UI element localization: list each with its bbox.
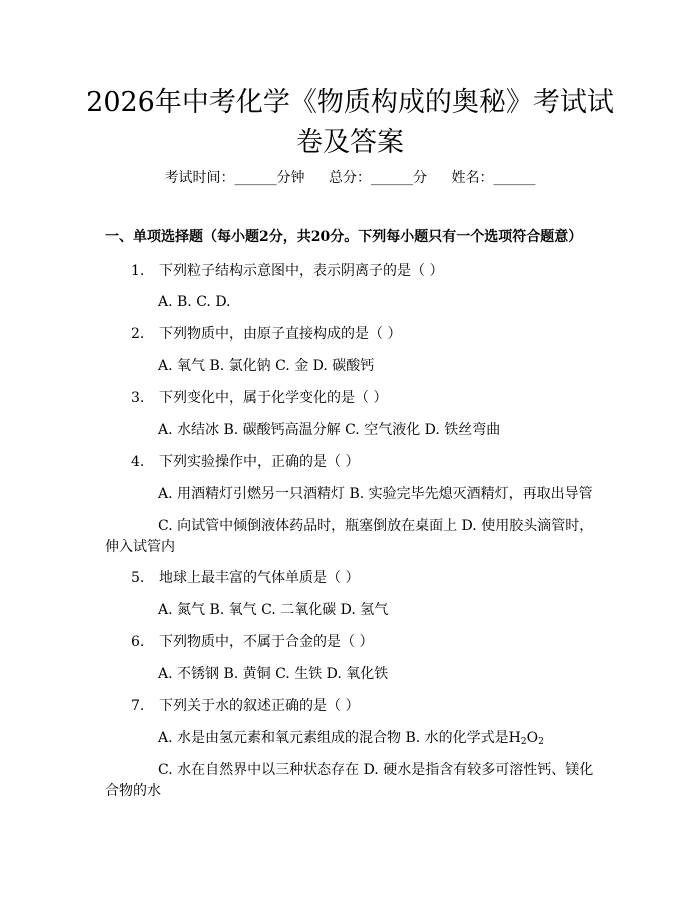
question-options: C. 水在自然界中以三种状态存在 D. 硬水是指含有较多可溶性钙、镁化: [158, 762, 594, 778]
question-number: 1.: [131, 263, 145, 279]
question-stem: [131, 452, 359, 472]
question-text: 下列粒子结构示意图中，表示阴离子的是（ ）: [159, 263, 444, 279]
page-title: 2026年中考化学《物质构成的奥秘》考试试卷及答案: [86, 87, 614, 158]
subscript: 2: [520, 737, 527, 747]
subscript: 2: [538, 737, 544, 747]
question-stem: [131, 261, 443, 281]
section-heading: 一、单项选择题（每小题2分，共20分。下列每小题只有一个选项符合题意）: [105, 229, 583, 245]
question-number: 4.: [131, 454, 145, 470]
question-options-continued: 合物的水: [105, 783, 161, 799]
question-text: 下列关于水的叙述正确的是（ ）: [159, 698, 360, 714]
question-number: 3.: [131, 390, 145, 406]
question-stem: [131, 324, 401, 344]
question-options: A. 氧气 B. 氯化钠 C. 金 D. 碳酸钙: [158, 358, 375, 374]
exam-meta: [0, 168, 700, 188]
question-stem: [131, 568, 359, 588]
question-options: A. B. C. D.: [158, 294, 231, 310]
question-options: A. 氮气 B. 氧气 C. 二氧化碳 D. 氢气: [158, 602, 389, 618]
options-text: A. 水是由氢元素和氧元素组成的混合物 B. 水的化学式是H: [158, 730, 521, 746]
exam-time-label: 考试时间：______分钟: [164, 170, 305, 186]
question-options: [158, 728, 544, 748]
question-text: 下列物质中，不属于合金的是（ ）: [159, 634, 374, 650]
question-text: 下列物质中，由原子直接构成的是（ ）: [159, 326, 402, 342]
question-stem: [131, 388, 387, 408]
question-options-continued: 伸入试管内: [105, 539, 175, 555]
name-label: 姓名：______: [451, 170, 536, 186]
question-text: 地球上最丰富的气体单质是（ ）: [159, 570, 360, 586]
options-text: O: [526, 730, 539, 746]
question-stem: [131, 632, 373, 652]
question-options: A. 不锈钢 B. 黄铜 C. 生铁 D. 氧化铁: [158, 666, 389, 682]
question-options: C. 向试管中倾倒液体药品时，瓶塞倒放在桌面上 D. 使用胶头滴管时，: [158, 518, 594, 534]
question-number: 5.: [131, 570, 145, 586]
total-score-label: 总分：______分: [329, 170, 427, 186]
question-options: A. 用酒精灯引燃另一只酒精灯 B. 实验完毕先熄灭酒精灯，再取出导管: [158, 486, 593, 502]
question-number: 6.: [131, 634, 145, 650]
question-number: 7.: [131, 698, 145, 714]
question-options: A. 水结冰 B. 碳酸钙高温分解 C. 空气液化 D. 铁丝弯曲: [158, 422, 501, 438]
question-number: 2.: [131, 326, 145, 342]
question-text: 下列实验操作中，正确的是（ ）: [159, 454, 360, 470]
question-text: 下列变化中，属于化学变化的是（ ）: [159, 390, 388, 406]
question-stem: [131, 696, 359, 716]
